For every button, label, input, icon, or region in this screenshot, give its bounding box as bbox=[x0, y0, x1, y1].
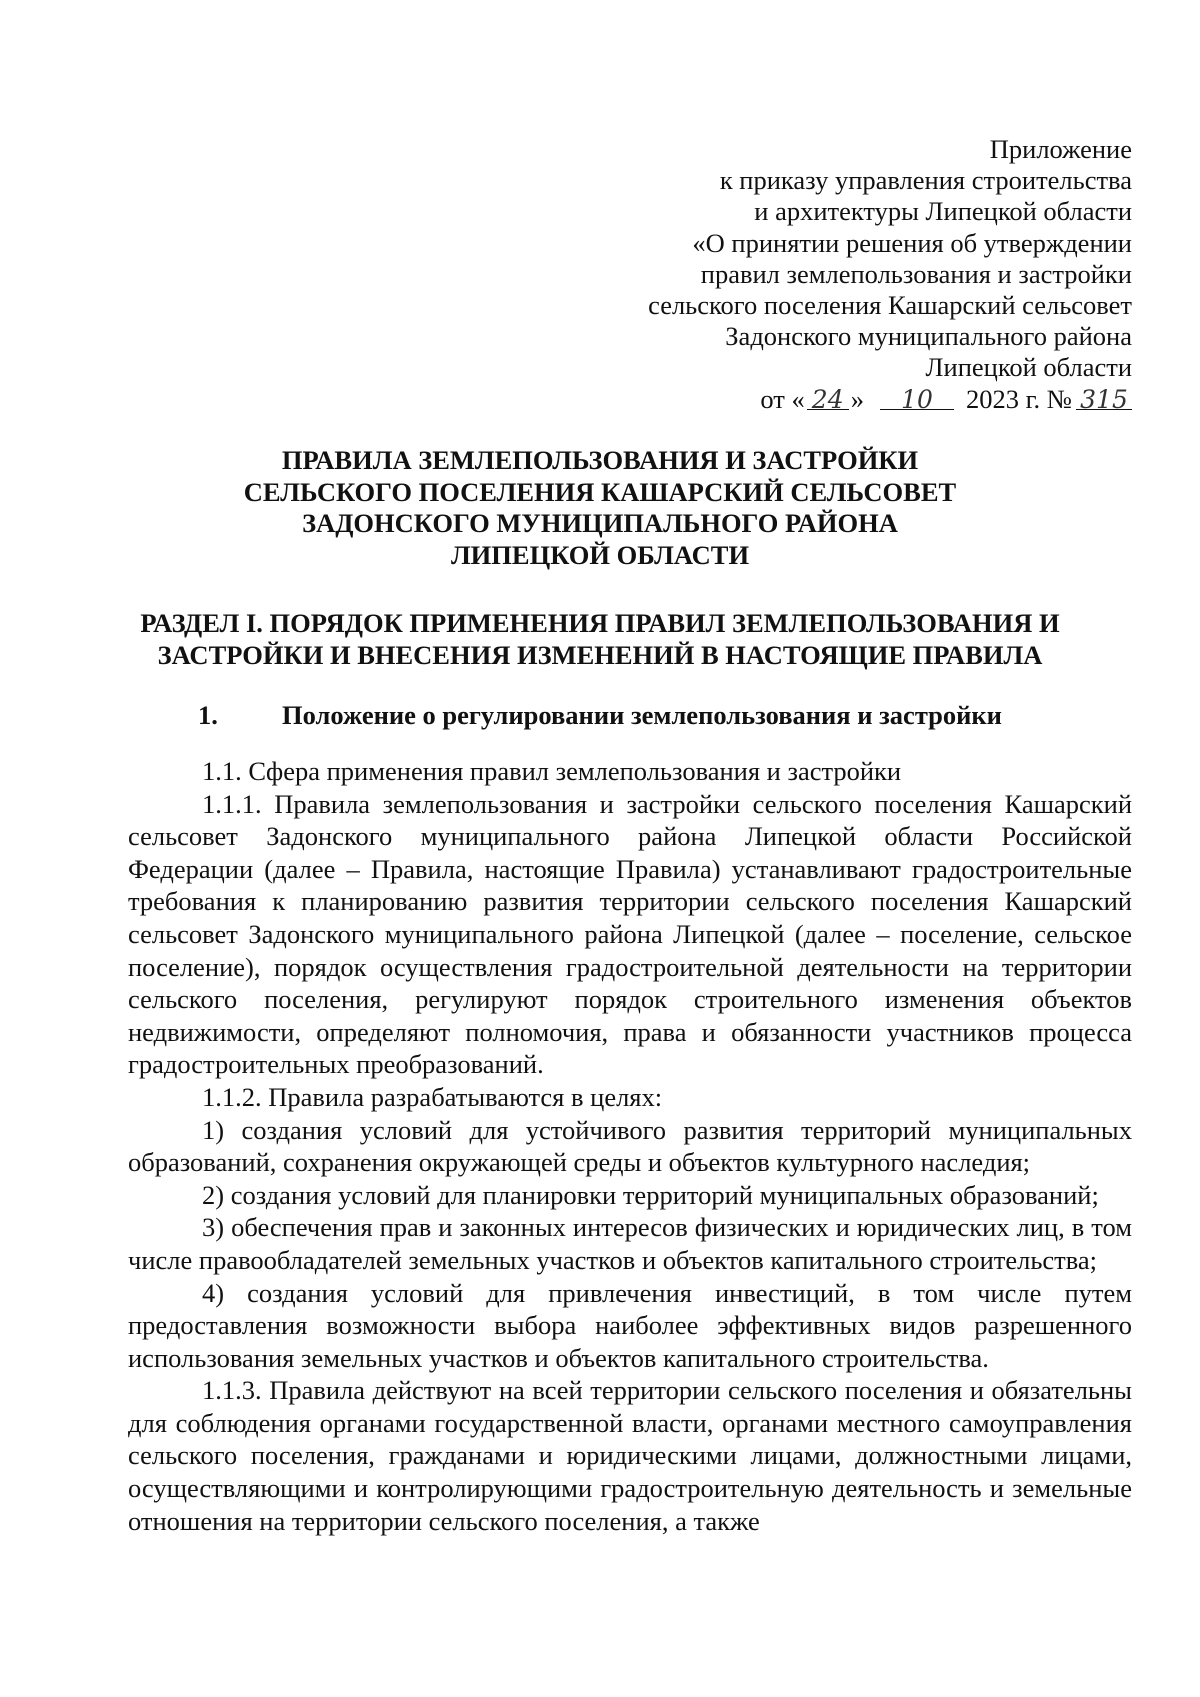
title-line: ЗАДОНСКОГО МУНИЦИПАЛЬНОГО РАЙОНА bbox=[302, 508, 898, 538]
title-line: СЕЛЬСКОГО ПОСЕЛЕНИЯ КАШАРСКИЙ СЕЛЬСОВЕТ bbox=[243, 476, 957, 507]
appendix-line: сельского поселения Кашарский сельсовет bbox=[648, 290, 1132, 321]
handwritten-month: 10 bbox=[880, 387, 954, 412]
appendix-line: «О принятии решения об утверждении bbox=[692, 227, 1132, 258]
paragraph: 1.1.2. Правила разрабатываются в целях: bbox=[202, 1081, 663, 1112]
date-mid: » bbox=[850, 383, 864, 414]
date-year-text: 2023 г. № bbox=[965, 383, 1072, 414]
order-date-line bbox=[648, 384, 1132, 415]
paragraph: 4) создания условий для привлечения инвестиций, в том числе путем предоставления возможности выбора наиболее эффективных видов разрешенного использования земельных участков и объектов капитального строительства. bbox=[128, 1277, 1132, 1373]
title-line: ЛИПЕЦКОЙ ОБЛАСТИ bbox=[450, 539, 750, 570]
handwritten-day: 24 bbox=[807, 387, 849, 412]
appendix-line: Липецкой области bbox=[925, 352, 1132, 383]
handwritten-order-number: 315 bbox=[1076, 387, 1132, 412]
appendix-line: к приказу управления строительства bbox=[719, 165, 1132, 196]
chapter-heading bbox=[198, 700, 1002, 731]
paragraph: 1) создания условий для устойчивого развития территорий муниципальных образований, сохранения окружающей среды и объектов культурного наследия; bbox=[128, 1114, 1132, 1178]
appendix-line: Задонского муниципального района bbox=[725, 321, 1132, 352]
appendix-block bbox=[648, 134, 1132, 415]
document-title bbox=[0, 445, 1200, 571]
section-title-line: РАЗДЕЛ I. ПОРЯДОК ПРИМЕНЕНИЯ ПРАВИЛ ЗЕМЛЕПОЛЬЗОВАНИЯ И bbox=[140, 608, 1060, 638]
chapter-heading-text: Положение о регулировании землепользования и застройки bbox=[282, 700, 1002, 730]
title-line: ПРАВИЛА ЗЕМЛЕПОЛЬЗОВАНИЯ И ЗАСТРОЙКИ bbox=[281, 445, 919, 475]
paragraph: 1.1.3. Правила действуют на всей территории сельского поселения и обязательны для соблюдения органами государственной власти, органами местного самоуправления сельского поселения, гражданами и юридическими лицами, должностными лицами, осуществляющими и контролирующими градостроительную деятельность и земельные отношения на территории сельского поселения, а также bbox=[128, 1375, 1132, 1536]
section-title bbox=[0, 608, 1200, 671]
appendix-line: Приложение bbox=[989, 134, 1132, 164]
date-prefix: от « bbox=[760, 383, 805, 414]
paragraph: 1.1.1. Правила землепользования и застройки сельского поселения Кашарский сельсовет Задонского муниципального района Липецкой области Российской Федерации (далее – Правила, настоящие Правила) устанавливают градостроительные требования к планированию развития территории сельского поселения Кашарский сельсовет Задонского муниципального района Липецкой (далее – поселение, сельское поселение), порядок осуществления градостроительной деятельности на территории сельского поселения, регулируют порядок строительного изменения объектов недвижимости, определяют полномочия, права и обязанности участников процесса градостроительных преобразований. bbox=[128, 788, 1132, 1080]
paragraph: 1.1. Сфера применения правил землепользования и застройки bbox=[202, 756, 902, 786]
paragraph: 2) создания условий для планировки территорий муниципальных образований; bbox=[202, 1179, 1099, 1210]
chapter-number: 1. bbox=[198, 700, 218, 730]
document-body bbox=[128, 755, 1132, 1537]
appendix-line: правил землепользования и застройки bbox=[700, 258, 1132, 289]
paragraph: 3) обеспечения прав и законных интересов физических и юридических лиц, в том числе правообладателей земельных участков и объектов капитального строительства; bbox=[128, 1212, 1132, 1275]
section-title-line: ЗАСТРОЙКИ И ВНЕСЕНИЯ ИЗМЕНЕНИЙ В НАСТОЯЩИЕ ПРАВИЛА bbox=[157, 639, 1043, 670]
appendix-line: и архитектуры Липецкой области bbox=[754, 196, 1132, 227]
